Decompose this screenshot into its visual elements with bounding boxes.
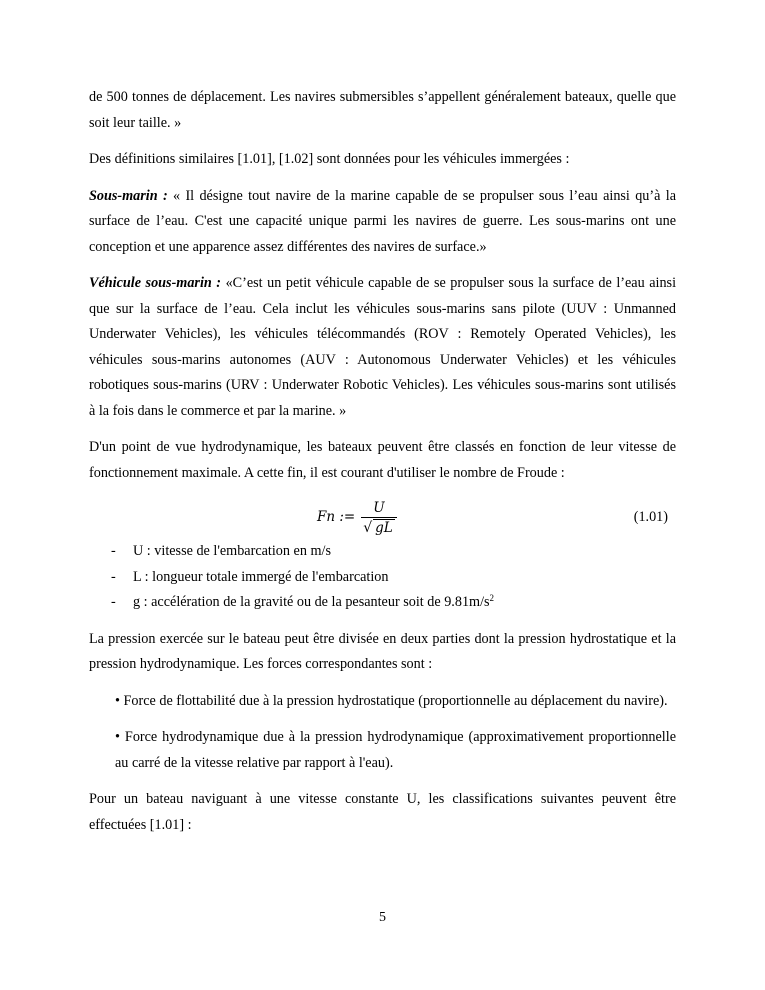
definition-vehicule-sous-marin: «C’est un petit véhicule capable de se propulser sous la surface de l’eau ainsi que sur la surface de l’eau. Cela inclut les véhicules sous-marins sans pilote (UUV : Unmanned Underwater Vehicles), les véhicules télécommandés (ROV : Remotely Operated Vehicles), les véhicules sous-marins autonomes (AUV : Autonomous Underwater Vehicles) et les véhicules robotiques sous-marins (URV : Underwater Robotic Vehicles). Les véhicules sous-marins sont utilisés à la fois dans le commerce et par la marine. »	[89, 275, 677, 419]
formula-fraction	[361, 499, 397, 538]
list-item	[89, 539, 676, 565]
bullet-buoyancy-force: • Force de flottabilité due à la pression hydrostatique (proportionnelle au déplacement du navire).	[115, 692, 668, 709]
exponent: 2	[489, 593, 495, 603]
paragraph-similar-definitions: Des définitions similaires [1.01], [1.02] sont données pour les véhicules immergées :	[89, 151, 570, 167]
equation-number: (1.01)	[633, 509, 668, 525]
formula-lhs: Fn :=	[317, 509, 356, 526]
page-body	[89, 85, 676, 849]
definition-sous-marin: « Il désigne tout navire de la marine capable de se propulser sous l’eau ainsi qu’à la surface de l’eau. C'est une capacité unique parmi les navires de guerre. Les sous-marins ont une conception et une apparence assez différentes des navires de surface.»	[89, 187, 677, 255]
dash-marker: -	[111, 543, 116, 559]
dash-marker: -	[111, 594, 116, 610]
paragraph-pressure: La pression exercée sur le bateau peut être divisée en deux parties dont la pression hydrostatique et la pression hydrodynamique. Les forces correspondantes sont :	[89, 630, 676, 672]
list-item	[89, 590, 676, 616]
page-number: 5	[379, 910, 386, 925]
paragraph-froude-intro: D'un point de vue hydrodynamique, les bateaux peuvent être classés en fonction de leur vitesse de fonctionnement maximale. A cette fin, il est courant d'utiliser le nombre de Froude :	[89, 439, 676, 481]
froude-formula	[89, 497, 676, 539]
term-vehicule-sous-marin: Véhicule sous-marin :	[89, 275, 222, 291]
dash-marker: -	[111, 568, 116, 585]
term-sous-marin: Sous-marin :	[89, 187, 168, 204]
formula-denominator	[361, 517, 397, 538]
formula-numerator: U	[373, 499, 385, 516]
variable-l-definition: L : longueur totale immergé de l'embarcation	[133, 568, 389, 585]
square-root-symbol: √	[363, 519, 373, 536]
paragraph-sous-marin-definition	[89, 184, 676, 261]
variable-u-definition: U : vitesse de l'embarcation en m/s	[133, 543, 331, 559]
formula-radicand: gL	[375, 520, 393, 536]
variable-g-definition: g : accélération de la gravité ou de la pesanteur soit de 9.81m/s	[133, 594, 490, 610]
paragraph-displacement: de 500 tonnes de déplacement. Les navires submersibles s’appellent généralement bateaux, quelle que soit leur taille. »	[89, 89, 676, 131]
paragraph-vehicule-definition	[89, 271, 676, 424]
bullet-hydrodynamic-force: • Force hydrodynamique due à la pression hydrodynamique (approximativement proportionnelle au carré de la vitesse relative par rapport à l'eau).	[115, 729, 676, 771]
formula-expression	[317, 497, 397, 539]
list-item	[89, 565, 676, 591]
paragraph-classification: Pour un bateau naviguant à une vitesse constante U, les classifications suivantes peuvent être effectuées [1.01] :	[89, 791, 676, 833]
variable-definitions-list	[89, 539, 676, 616]
